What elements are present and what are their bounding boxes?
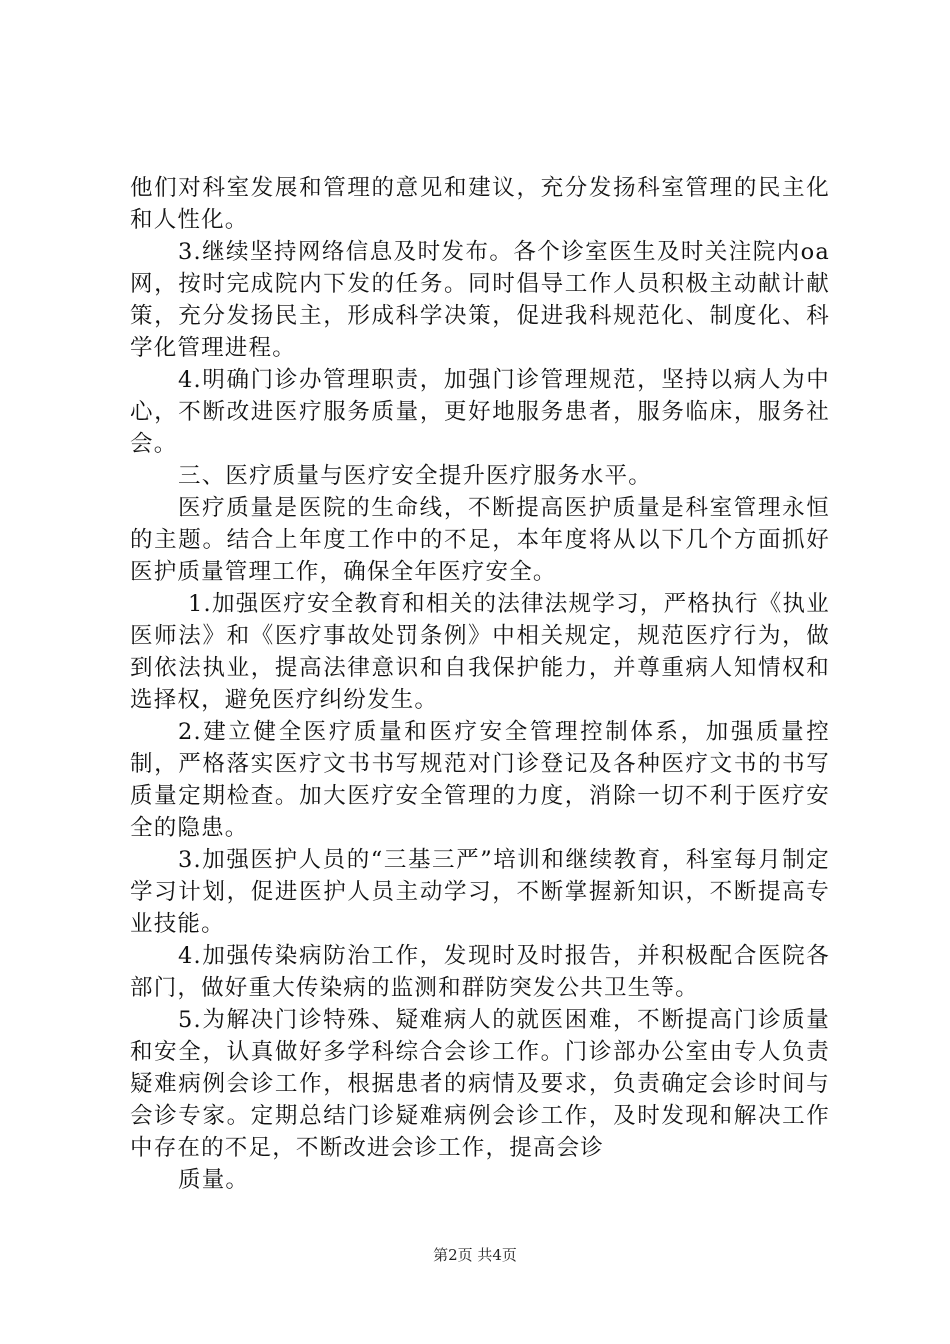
paragraph-continuation: 他们对科室发展和管理的意见和建议，充分发扬科室管理的民主化和人性化。 xyxy=(130,175,830,233)
paragraph-item-4-infection: 4.加强传染病防治工作，发现时及时报告，并积极配合医院各部门，做好重大传染病的监测和群防突发公共卫生等。 xyxy=(130,943,830,1001)
paragraph-quality-intro: 医疗质量是医院的生命线，不断提高医护质量是科室管理永恒的主题。结合上年度工作中的不足，本年度将从以下几个方面抓好医护质量管理工作，确保全年医疗安全。 xyxy=(130,495,830,585)
paragraph-item-2-system: 2.建立健全医疗质量和医疗安全管理控制体系，加强质量控制，严格落实医疗文书书写规范对门诊登记及各种医疗文书的书写质量定期检查。加大医疗安全管理的力度，消除一切不利于医疗安全的隐患。 xyxy=(130,719,830,841)
paragraph-item-1-safety: 1.加强医疗安全教育和相关的法律法规学习，严格执行《执业医师法》和《医疗事故处罚条例》中相关规定，规范医疗行为，做到依法执业，提高法律意识和自我保护能力，并尊重病人知情权和选择权，避免医疗纠纷发生。 xyxy=(130,591,830,713)
paragraph-item-4-office: 4.明确门诊办管理职责，加强门诊管理规范，坚持以病人为中心，不断改进医疗服务质量，更好地服务患者，服务临床，服务社会。 xyxy=(130,367,830,457)
paragraph-item-5-consultation: 5.为解决门诊特殊、疑难病人的就医困难，不断提高门诊质量和安全，认真做好多学科综合会诊工作。门诊部办公室由专人负责疑难病例会诊工作，根据患者的病情及要求，负责确定会诊时间与会诊专家。定期总结门诊疑难病例会诊工作，及时发现和解决工作中存在的不足，不断改进会诊工作，提高会诊 xyxy=(130,1007,830,1161)
section-heading-3: 三、医疗质量与医疗安全提升医疗服务水平。 xyxy=(178,463,653,489)
paragraph-tail: 质量。 xyxy=(178,1167,250,1193)
paragraph-item-3-network: 3.继续坚持网络信息及时发布。各个诊室医生及时关注院内oa网，按时完成院内下发的任务。同时倡导工作人员积极主动献计献策，充分发扬民主，形成科学决策，促进我科规范化、制度化、科学化管理进程。 xyxy=(130,239,830,361)
document-body xyxy=(130,172,830,1196)
page-footer: 第2页 共4页 xyxy=(433,1246,517,1264)
paragraph-item-3-training: 3.加强医护人员的“三基三严”培训和继续教育，科室每月制定学习计划，促进医护人员主动学习，不断掌握新知识，不断提高专业技能。 xyxy=(130,847,830,937)
